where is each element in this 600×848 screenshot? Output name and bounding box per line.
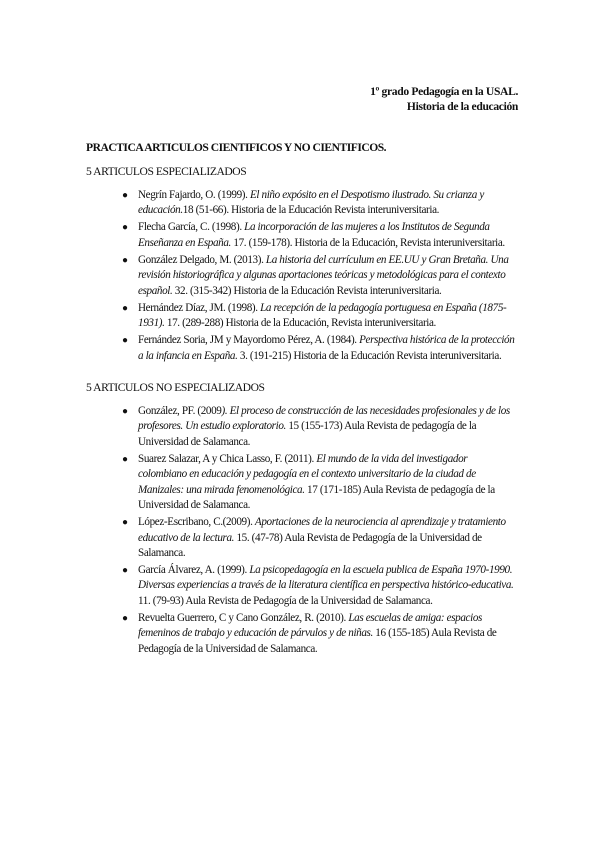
reference-item: [86, 515, 518, 561]
specialized-reference-list: [86, 188, 518, 364]
bullet-icon: ●: [122, 405, 128, 417]
document-title: PRACTICA ARTICULOS CIENTIFICOS Y NO CIENTIFICOS.: [86, 141, 387, 154]
reference-source: 3. (191-215) Historia de la Educación Revista interuniversitaria.: [237, 349, 502, 362]
reference-author: Negrín Fajardo, O. (1999).: [138, 189, 250, 201]
header-course: 1º grado Pedagogía en la USAL.: [370, 85, 518, 98]
bullet-icon: ●: [122, 190, 128, 201]
reference-source: 17. (159-178). Historia de la Educación, Revista interuniversitaria.: [230, 236, 505, 249]
bullet-icon: ●: [122, 222, 128, 234]
reference-author: González, PF. (2009: [138, 404, 222, 417]
non-specialized-reference-list: [86, 404, 518, 657]
reference-source: 15. (47-78) Aula Revista de Pedagogía de la Universidad de Salamanca.: [138, 531, 482, 560]
section-title-non-specialized: 5 ARTICULOS NO ESPECIALIZADOS: [86, 380, 265, 394]
reference-source: 15 (155-173) Aula Revista de pedagogía de la Universidad de Salamanca.: [138, 420, 477, 448]
reference-title: La historia del currículum en EE.UU y Gran Bretaña. Una revisión historiográfica y algunas aportaciones teóricas y metodológicas para el contexto español.: [138, 253, 509, 297]
reference-title: Perspectiva histórica de la protección a la infancia en España.: [138, 334, 515, 362]
reference-source: 17 (171-185) Aula Revista de pedagogía de la Universidad de Salamanca.: [138, 483, 495, 512]
reference-title: La recepción de la pedagogía portuguesa en España (1875-1931).: [138, 301, 507, 330]
reference-author: Hernández Díaz, JM. (1998).: [138, 301, 261, 314]
reference-title: Las escuelas de amiga: espacios femeninos de trabajo y educación de párvulos y de niñas.: [138, 611, 482, 640]
bullet-icon: ●: [122, 453, 128, 465]
header-subject: Historia de la educación: [406, 100, 518, 113]
reference-source: 17. (289-288) Historia de la Educación, Revista interuniversitaria.: [164, 317, 436, 330]
reference-title: Aportaciones de la neurociencia al aprendizaje y tratamiento educativo de la lectura.: [138, 516, 506, 544]
bullet-icon: ●: [122, 517, 128, 529]
reference-source: 11. (79-93) Aula Revista de Pedagogía de la Universidad de Salamanca.: [138, 594, 433, 607]
reference-author: López-Escribano, C.(2009).: [138, 516, 255, 529]
reference-author: García Álvarez, A. (1999).: [138, 564, 250, 577]
reference-item: [86, 404, 518, 450]
bullet-icon: ●: [122, 335, 128, 347]
reference-source: 32. (315-342) Historia de la Educación Revista interuniversitaria.: [172, 284, 442, 297]
bullet-icon: ●: [122, 254, 128, 266]
reference-item: [86, 301, 518, 332]
bullet-icon: ●: [122, 302, 128, 314]
reference-item: [86, 333, 518, 364]
bullet-icon: ●: [122, 565, 128, 577]
reference-title: ). El proceso de construcción de las necesidades profesionales y de los profesores. Un estudio exploratorio.: [138, 404, 510, 433]
reference-source: 16 (155-185) Aula Revista de Pedagogía de la Universidad de Salamanca.: [138, 627, 497, 655]
reference-item: [86, 188, 518, 219]
reference-author: Suarez Salazar, A y Chica Lasso, F. (2011).: [138, 452, 317, 465]
reference-title: El niño expósito en el Despotismo ilustrado. Su crianza y educación.: [138, 189, 484, 217]
reference-title: El mundo de la vida del investigador colombiano en educación y pedagogía en el contexto universitario de la ciudad de Manizales: una mirada fenomenológica.: [138, 452, 476, 496]
bullet-icon: ●: [122, 612, 128, 624]
reference-author: Revuelta Guerrero, C y Cano González, R. (2010).: [138, 611, 349, 624]
reference-item: [86, 611, 518, 657]
reference-author: Fernández Soria, JM y Mayordomo Pérez, A. (1984).: [138, 334, 360, 347]
reference-author: Flecha García, C. (1998).: [138, 221, 245, 234]
section-title-specialized: 5 ARTICULOS ESPECIALIZADOS: [86, 165, 247, 178]
reference-title: La incorporación de las mujeres a los Institutos de Segunda Enseñanza en España.: [138, 221, 490, 249]
reference-source: 18 (51-66). Historia de la Educación Revista interuniversitaria.: [182, 204, 440, 217]
reference-item: [86, 253, 518, 299]
reference-item: [86, 452, 518, 514]
document-header: [86, 84, 518, 114]
reference-title: La psicopedagogía en la escuela publica de España 1970-1990. Diversas experiencias a través de la literatura científica en perspectiva histórico-educativa.: [138, 564, 514, 592]
reference-author: González Delgado, M. (2013).: [138, 253, 266, 266]
reference-item: [86, 563, 518, 609]
reference-item: [86, 220, 518, 251]
